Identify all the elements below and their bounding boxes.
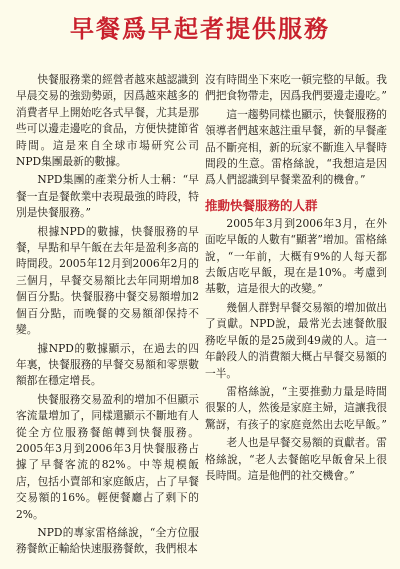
right-column [205, 72, 387, 563]
paragraph: 幾個人群對早餐交易額的增加做出了貢獻。NPD說，最常光去速餐飲服務吃早飯的是25歲到49歲的人。這一年齡段人的消費額大概占早餐交易額的一半。 [205, 300, 387, 380]
paragraph: 據NPD的數據顯示，在過去的四年裏，快餐服務的早餐交易額和零票數額都在穩定增長。 [16, 341, 199, 388]
paragraph: 快餐服務交易盈利的增加不但顯示客流量增加了，同樣還顯示不斷地有人從全方位服務餐館轉到快餐服務。2005年3月到2006年3月快餐服務占據了早餐客流的82%。中等規模飯店，包括小賣部和家庭飯店，占了早餐交易額的16%。輕便餐廳占了剩下的2%。 [16, 392, 199, 521]
paragraph: 這一趨勢同樣也顯示，快餐服務的領導者們越來越注重早餐，新的早餐產品不斷亮相，新的玩家不斷進入早餐時間段的生意。雷格絲說，“我想這是因爲人們認識到早餐業盈利的機會。” [205, 107, 387, 187]
paragraph: 根據NPD的數據，快餐服務的早餐，早點和早午飯在去年是盈利多高的時間段。2005年12月到2006年2月的三個月，早餐交易額比去年同期增加8個百分點。快餐服務中餐交易額增加2個百分點，而晚餐的交易額卻保持不變。 [16, 224, 199, 337]
section-heading: 推動快餐服務的人群 [205, 197, 318, 213]
paragraph: 雷格絲說，“主要推動力量是時間很緊的人，然後是家庭主婦，這讓我很驚訝，有孩子的家庭竟然出去吃早飯。” [205, 384, 387, 431]
paragraph: 老人也是早餐交易額的貢獻者。雷格絲說，“老人去餐館吃早飯會呆上很長時間。這是他們的社交機會。” [205, 436, 387, 482]
paragraph-continued: 沒有時間坐下來吃一頓完整的早飯。我們把食物帶走，因爲我們要邊走邊吃。” [205, 73, 387, 103]
article-title: 早餐爲早起者提供服務 [70, 15, 330, 43]
left-column [16, 72, 199, 563]
paragraph: NPD集團的產業分析人士稱：“早餐一直是餐飲業中表現最強的時段，特別是快餐服務。” [16, 173, 199, 220]
paragraph: 快餐服務業的經營者越來越認識到早晨交易的強勁勢頭，因爲越來越多的消費者早上開始吃各式早餐，尤其是那些可以邊走邊吃的食品，方便快捷節省時間。這是來自全球市場研究公司NPD集團最新的數據。 [16, 73, 199, 169]
paragraph: NPD的專家雷格絲說，“全方位服務餐飲正輸給快速服務餐飲，我們根本 [16, 525, 199, 556]
paragraph: 2005年3月到2006年3月，在外面吃早飯的人數有“顯著”增加。雷格絲說，“一年前，大概有9%的人每天都去飯店吃早飯，現在是10%。考慮到基數，這是很大的改變。” [205, 216, 387, 296]
